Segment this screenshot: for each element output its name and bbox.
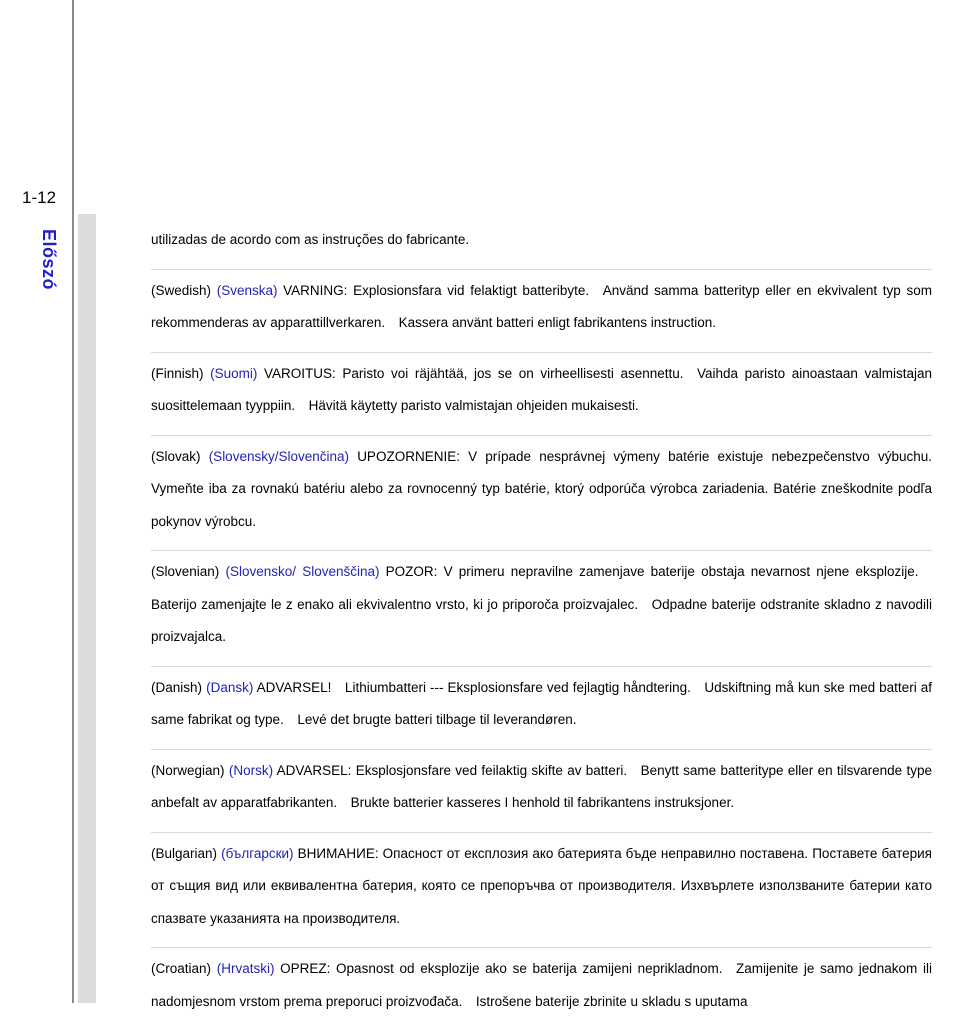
warning-paragraph	[151, 275, 932, 340]
native-language-name: (Slovensky/Slovenčina)	[208, 448, 350, 464]
language-name: (Slovak)	[151, 448, 201, 464]
warning-paragraph	[151, 755, 932, 820]
warning-text: OPREZ: Opasnost od eksplozije ako se baterija zamijeni neprikladnom. Zamijenite je samo jednakom ili nadomjesnom vrstom prema preporuci proizvođača. Istrošene baterije zbrinite u skladu s uputama	[151, 961, 932, 1009]
warning-block-norwegian	[151, 749, 932, 832]
language-name: (Slovenian)	[151, 564, 220, 579]
warning-paragraph	[151, 672, 932, 737]
warning-block-finnish	[151, 352, 932, 435]
warning-text: POZOR: V primeru nepravilne zamenjave baterije obstaja nevarnost njene eksplozije. Baterijo zamenjajte le z enako ali ekvivalentno vrsto, ki jo priporoča proizvajalec. Odpadne baterije odstranite skladno z navodili proizvajalca.	[151, 564, 932, 644]
warning-text: VAROITUS: Paristo voi räjähtää, jos se on virheellisesti asennettu. Vaihda paristo ainoastaan valmistajan suosittelemaan tyyppiin. Hävitä käytetty paristo valmistajan ohjeiden mukaisesti.	[151, 365, 932, 413]
warning-paragraph	[151, 838, 932, 936]
warning-paragraph	[151, 953, 932, 1018]
language-name: (Bulgarian)	[151, 845, 218, 861]
language-name: (Swedish)	[151, 282, 212, 298]
warning-text: VARNING: Explosionsfara vid felaktigt batteribyte. Använd samma batterityp eller en ekvivalent typ som rekommenderas av apparattillverkaren. Kassera använt batteri enligt fabrikantens instruction.	[151, 282, 932, 330]
section-label-text: Előszó	[38, 228, 59, 290]
language-name: (Danish)	[151, 679, 203, 695]
warning-text: ADVARSEL: Eksplosjonsfare ved feilaktig skifte av batteri. Benytt same batteritype eller en tilsvarende type anbefalt av apparatfabrikanten. Brukte batterier kasseres I henhold til fabrikantens instruksjoner.	[151, 762, 932, 810]
warning-block-croatian	[151, 947, 932, 1030]
warning-paragraph	[151, 358, 932, 423]
warning-block-swedish	[151, 269, 932, 352]
warning-block-slovak	[151, 435, 932, 551]
warning-block-danish	[151, 666, 932, 749]
warning-block-slovenian	[151, 550, 932, 666]
native-language-name: (Svenska)	[216, 282, 278, 298]
warning-text: ADVARSEL! Lithiumbatteri --- Eksplosionsfare ved fejlagtig håndtering. Udskiftning må kun ske med batteri af same fabrikat og type. Levé det brugte batteri tilbage til leverandøren.	[151, 679, 932, 727]
warning-text: UPOZORNENIE: V prípade nesprávnej výmeny batérie existuje nebezpečenstvo výbuchu. Vymeňte iba za rovnakú batériu alebo za rovnocenný typ batérie, ktorý odporúča výrobca zariadenia. Batérie zneškodnite podľa pokynov výrobcu.	[151, 448, 932, 529]
native-language-name: (Hrvatski)	[216, 961, 275, 976]
section-label	[37, 226, 59, 292]
page-content	[151, 224, 932, 1030]
native-language-name: (Slovensko/ Slovenščina)	[225, 564, 380, 579]
side-strip	[78, 214, 96, 1003]
left-margin-rule	[72, 0, 74, 1003]
warning-paragraph	[151, 556, 932, 654]
language-name: (Croatian)	[151, 961, 212, 976]
language-name: (Finnish)	[151, 365, 204, 381]
native-language-name: (Norsk)	[228, 762, 274, 778]
native-language-name: (Dansk)	[206, 679, 254, 695]
intro-paragraph: utilizadas de acordo com as instruções do fabricante.	[151, 232, 470, 247]
language-name: (Norwegian)	[151, 762, 225, 778]
native-language-name: (Suomi)	[210, 365, 258, 381]
warning-block-bulgarian	[151, 832, 932, 948]
page-number: 1-12	[22, 188, 57, 207]
warning-paragraph	[151, 441, 932, 539]
native-language-name: (български)	[221, 845, 294, 861]
warning-text: ВНИМАНИЕ: Опасност от експлозия ако батерията бъде неправилно поставена. Поставете батерия от същия вид или еквивалентна батерия, която се препоръчва от производителя. Изхвърлете използваните батерии като спазвате указанията на производителя.	[151, 845, 932, 926]
